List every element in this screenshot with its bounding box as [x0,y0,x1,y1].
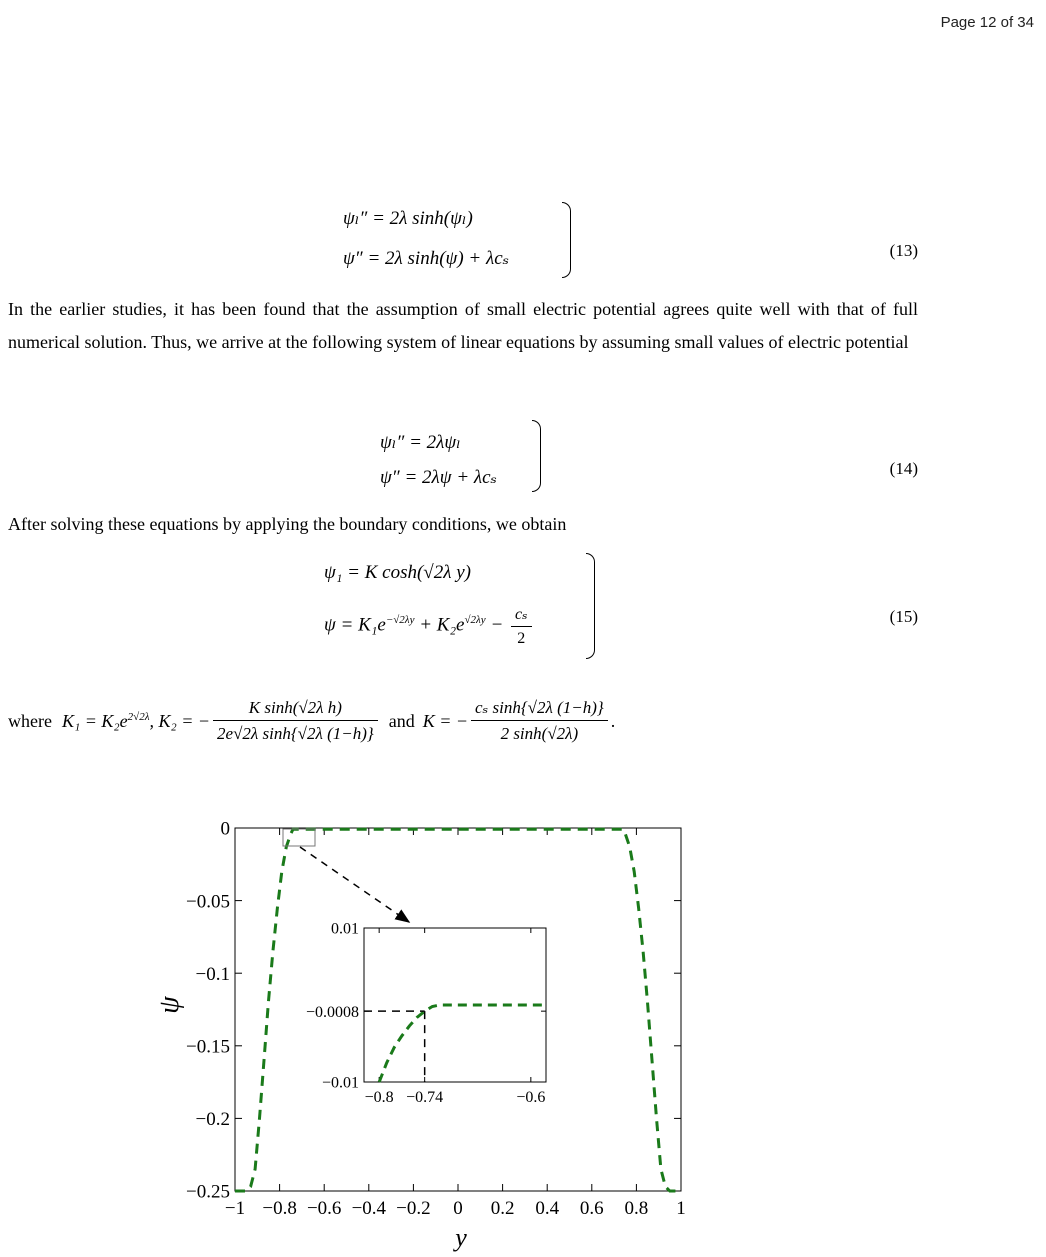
paragraph-2: After solving these equations by applying the boundary conditions, we obtain [8,514,567,534]
eq15-minus: − [485,614,509,636]
main-ytick-label: −0.25 [186,1181,230,1203]
period: . [610,710,616,731]
eq13-line1: ψₗ″ = 2λ sinh(ψₗ) [343,208,473,229]
main-xtick-label: −0.8 [262,1198,297,1219]
k-denominator: 2 sinh(√2λ) [500,724,579,743]
eq15-sup2: √2λy [464,614,486,627]
main-xtick-label: 0.4 [535,1198,560,1219]
eq15-term2: + K₂e [414,614,465,636]
main-ytick-label: −0.2 [195,1109,230,1131]
inset-xtick-label: −0.6 [516,1089,546,1106]
k2-numerator: K sinh(√2λ h) [213,698,378,721]
page-number: Page 12 of 34 [940,14,1034,31]
eq14-line2: ψ″ = 2λψ + λcₛ [380,467,497,488]
main-ytick-label: −0.05 [186,891,230,913]
main-ytick-label: 0 [220,818,230,840]
paragraph-1: In the earlier studies, it has been found that the assumption of small electric potential agrees quite well with that of full numerical solution. Thus, we arrive at the following system of linear equations by assuming small values of electric potential [8,299,918,352]
main-xtick-label: −0.4 [351,1198,387,1219]
k2-prefix: , K₂ = − [149,710,211,731]
main-xtick-label: 0.8 [624,1198,649,1219]
main-xtick-label: 0.2 [490,1198,515,1219]
inset-xtick-label: −0.74 [406,1089,444,1106]
main-ylabel: ψ [154,996,185,1014]
eq15-number: (15) [889,607,918,626]
main-xtick-label: −0.2 [396,1198,431,1219]
main-xtick-label: −0.6 [306,1198,342,1219]
eq14-line1: ψₗ″ = 2λψₗ [380,432,461,453]
main-xtick-label: −1 [224,1198,246,1219]
main-xlabel: y [455,1223,467,1252]
inset-plot [306,921,546,1106]
eq13-line2: ψ″ = 2λ sinh(ψ) + λcₛ [343,248,510,269]
inset-xtick-label: −0.8 [364,1089,394,1106]
eq14-number: (14) [889,459,918,478]
and-word: and [388,710,415,731]
inset-ytick-label: −0.01 [321,1074,359,1092]
k-numerator: cₛ sinh{√2λ (1−h)} [471,698,608,721]
k2-denominator: 2e√2λ sinh{√2λ (1−h)} [217,724,374,743]
eq15-sup1: −√2λy [385,614,415,627]
where-word: where [8,710,52,731]
inset-ytick-label: 0.01 [331,920,359,938]
main-xtick-label: 0.6 [579,1198,604,1219]
main-ytick-label: −0.1 [195,963,230,985]
zoom-arrow [300,847,409,922]
eq15-two: 2 [517,630,526,647]
eq13-number: (13) [889,241,918,260]
main-ytick-label: −0.15 [186,1036,230,1058]
main-xtick-label: 0 [453,1198,463,1219]
inset-ytick-label: −0.0008 [305,1003,359,1021]
eq15-cs: cₛ [511,604,532,627]
eq15-line1: ψ₁ = K cosh(√2λ y) [324,562,471,583]
eq15-term1: ψ = K₁e [324,614,386,636]
main-xtick-label: 1 [676,1198,686,1219]
k-prefix: K = − [422,710,469,731]
k1-expr: $K_1 = K_2e^{2√2\lambda}$ [61,710,150,731]
